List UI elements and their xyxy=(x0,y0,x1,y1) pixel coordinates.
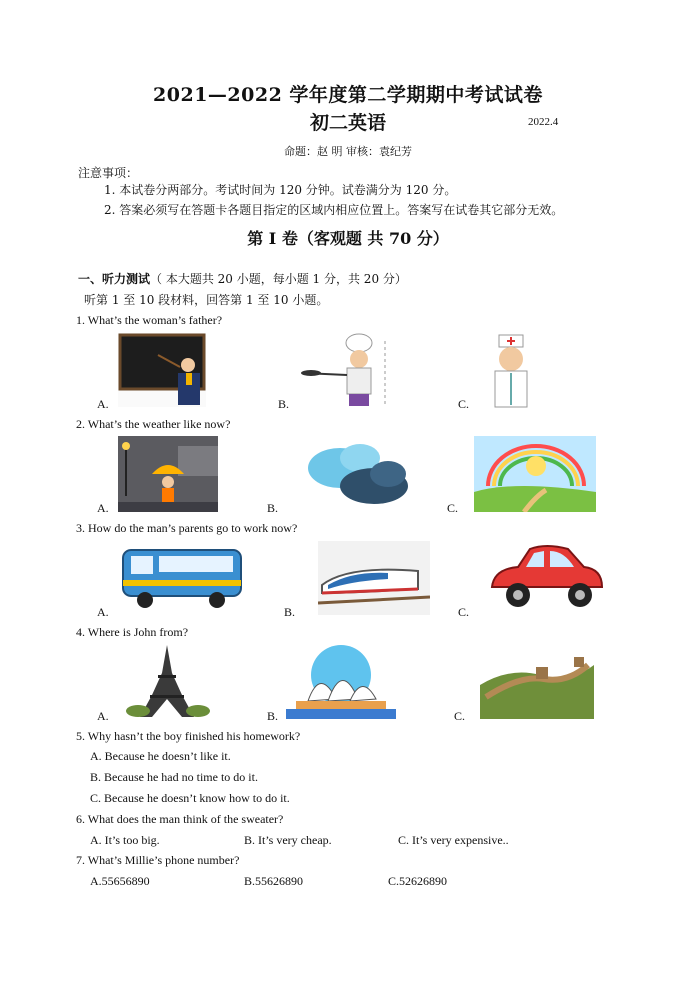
option-label: C. Because he doesn’t know how to do it. xyxy=(90,791,290,805)
option-label: C. xyxy=(447,501,459,515)
option-label: B. Because he had no time to do it. xyxy=(90,770,258,784)
option-label: A. xyxy=(97,501,109,515)
option-label: B. It’s very cheap. xyxy=(244,833,332,847)
option-label: B. xyxy=(267,709,279,723)
rainbow-icon xyxy=(474,436,596,512)
cloudy-icon xyxy=(300,436,412,512)
sydney-opera-house-icon xyxy=(286,643,396,719)
question-3: 3. How do the man’s parents go to work now? xyxy=(76,521,298,535)
question-1: 1. What’s the woman’s father? xyxy=(76,313,223,327)
exam-subject: 初二英语 xyxy=(310,112,387,134)
option-label: A. It’s too big. xyxy=(90,833,160,847)
exam-title: 2021—2022 学年度第二学期期中考试试卷 xyxy=(153,84,543,106)
option-label: C. xyxy=(454,709,466,723)
option-label: B. xyxy=(267,501,279,515)
exam-date: 2022.4 xyxy=(528,116,559,128)
part-heading xyxy=(78,270,407,287)
rainy-icon xyxy=(118,436,218,512)
eiffel-tower-icon xyxy=(124,643,210,719)
exam-authors: 命题：赵 明 审核：袁纪芳 xyxy=(284,145,412,158)
doctor-icon xyxy=(485,331,539,409)
part-instruction: 听第 1 至 10 段材料，回答第 1 至 10 小题。 xyxy=(84,293,329,307)
question-5: 5. Why hasn’t the boy finished his homework? xyxy=(76,729,301,743)
bus-icon xyxy=(119,542,247,614)
chef-icon xyxy=(297,331,397,409)
option-label: C. It’s very expensive.. xyxy=(398,833,509,847)
part-desc: （ 本大题共 20 小题，每小题 1 分，共 20 分） xyxy=(150,272,407,286)
option-label: A. xyxy=(97,397,109,411)
option-label: B.55626890 xyxy=(244,874,304,888)
question-6: 6. What does the man think of the sweater? xyxy=(76,812,284,826)
notice-title: 注意事项： xyxy=(78,166,139,180)
option-label: C. xyxy=(458,397,470,411)
car-icon xyxy=(484,539,608,615)
train-icon xyxy=(318,541,430,615)
question-4: 4. Where is John from? xyxy=(76,625,189,639)
option-label: A. xyxy=(97,709,109,723)
notice-item: 1. 本试卷分两部分。考试时间为 120 分钟。试卷满分为 120 分。 xyxy=(104,183,457,197)
question-7: 7. What’s Millie’s phone number? xyxy=(76,853,240,867)
option-label: A. Because he doesn’t like it. xyxy=(90,749,231,763)
part-title: 一、听力测试 xyxy=(78,272,151,286)
great-wall-icon xyxy=(480,645,594,719)
option-label: A.55656890 xyxy=(90,874,150,888)
option-label: B. xyxy=(278,397,290,411)
option-label: A. xyxy=(97,605,109,619)
notice-item: 2. 答案必须写在答题卡各题目指定的区域内相应位置上。答案写在试卷其它部分无效。 xyxy=(104,203,564,217)
option-label: C.52626890 xyxy=(388,874,448,888)
option-label: C. xyxy=(458,605,470,619)
question-2: 2. What’s the weather like now? xyxy=(76,417,231,431)
teacher-icon xyxy=(118,333,206,407)
section-title: 第 I 卷（客观题 共 70 分） xyxy=(247,229,449,248)
option-label: B. xyxy=(284,605,296,619)
